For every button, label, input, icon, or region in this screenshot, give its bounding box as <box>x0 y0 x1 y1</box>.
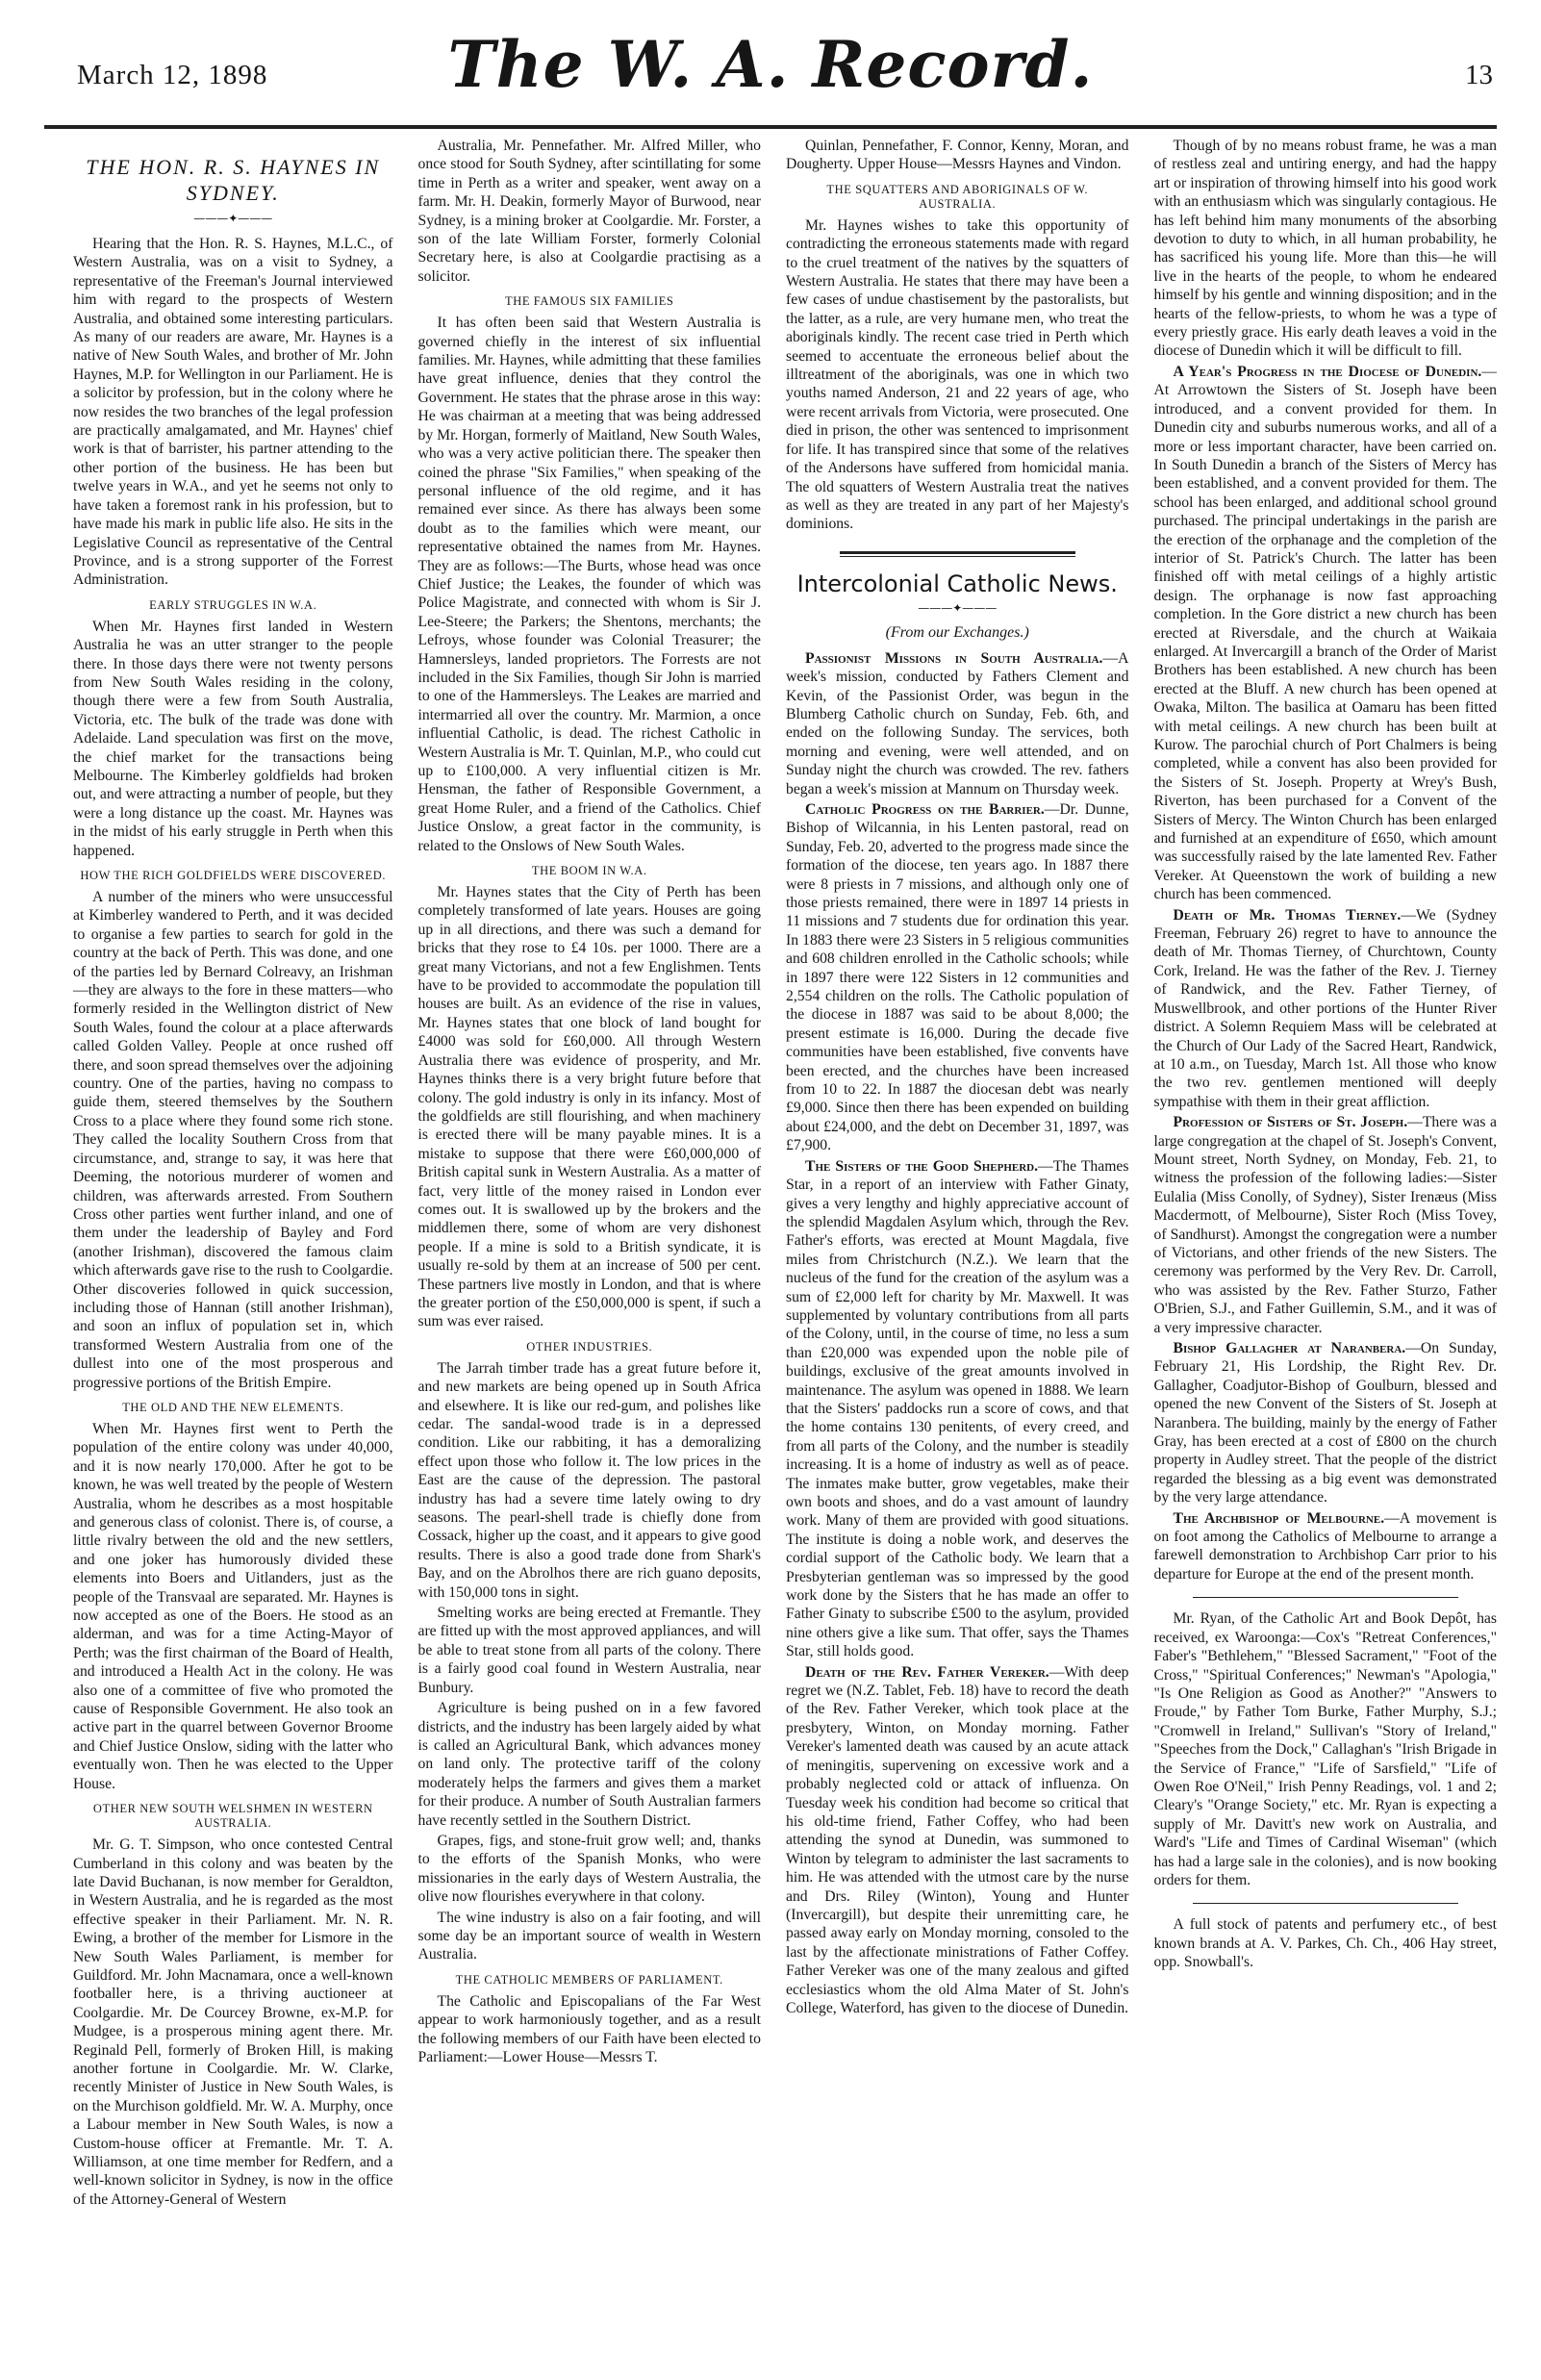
article-paragraph: The Jarrah timber trade has a great future before it, and new markets are being opened up in South Africa and elsewhere. It is like our red-gum, and polishes like cedar. The sandal-wood trade is in a depressed condition. Like our rabbiting, it has a demoralizing effect upon those who follow it. The low prices in the East are the cause of the depression. The pastoral industry has had a severe time lately owing to dry seasons. The pearl-shell trade is chiefly done from Cossack, higher up the coast, and it appears to give good results. There is also a good trade done from Shark's Bay, and on the Abrolhos there are rich guano deposits, with 150,000 tons in sight. <box>417 1359 761 1601</box>
advertisement: Mr. Ryan, of the Catholic Art and Book Depôt, has received, ex Waroonga:—Cox's "Retreat Conferences," Faber's "Bethlehem," "Blessed Sacrament," "Foot of the Cross," "Spiritual Conferences;" Newman's "Apologia," "Is One Religion as Good as Another?" "Answers to Froude," by Father Tom Burke, Father Murphy, S.J.; "Cromwell in Ireland," Sullivan's "Story of Ireland," "Speeches from the Dock," Callaghan's "Irish Brigade in the Service of France," "Life of Sarsfield," "Life of Owen Roe O'Neil," Irish Penny Readings, vol. 1 and 2; Cleary's "Orange Society," etc. Mr. Ryan is expecting a supply of Mr. Davitt's new work on Australia, and Ward's "Life and Times of Cardinal Wiseman" (which has had a large sale in the colonies), and is now booking orders for them. <box>1153 1610 1497 1888</box>
article-paragraph: Grapes, figs, and stone-fruit grow well; and, thanks to the efforts of the Spanish Monks, who were missionaries in the early days of Western Australia, the olive now flourishes everywhere in that colony. <box>417 1832 761 1906</box>
page-number: 13 <box>1465 60 1493 90</box>
article-paragraph: Australia, Mr. Pennefather. Mr. Alfred Miller, who once stood for South Sydney, after scintillating for some time in Perth as a writer and speaker, went away on a farm. Mr. H. Deakin, formerly Mayor of Burwood, near Sydney, is a mining broker at Coolgardie. Mr. Forster, a son of the late William Forster, formerly Colonial Secretary here, is also at Coolgardie practising as a solicitor. <box>417 138 761 285</box>
column-2 <box>413 137 762 2305</box>
article-paragraph: Agriculture is being pushed on in a few favored districts, and the industry has been largely aided by what is called an Agricultural Bank, which advances money on land only. The protective tariff of the colony moderately helps the farmers and gives them a market for their produce. A number of South Australian farmers have recently settled in the Southern District. <box>417 1700 761 1829</box>
subheading: THE BOOM IN W.A. <box>531 864 647 878</box>
subheading: THE CATHOLIC MEMBERS OF PARLIAMENT. <box>455 1972 723 1987</box>
issue-date: March 12, 1898 <box>77 60 268 90</box>
advertisement: A full stock of patents and perfumery etc., of best known brands at A. V. Parkes, Ch. Ch., 406 Hay street, opp. Snowball's. <box>1153 1916 1497 1971</box>
section-ornament: ———✦——— <box>918 600 998 615</box>
news-item <box>1154 1509 1498 1584</box>
news-item <box>1154 1339 1498 1507</box>
article-paragraph: When Mr. Haynes first went to Perth the population of the entire colony was under 40,000, and it is now nearly 170,000. After he got to be known, he was well treated by the people of Western Australia, whom he describes as a most hospitable and generous class of colonist. There is, of course, a little rivalry between the old and the new settlers, and one joker has humorously divided these elements into Boers and Uitlanders, just as the people of the Transvaal are separated. Mr. Haynes is now accepted as one of the Boers. He stood as an alderman, and was for a time Acting-Mayor of Perth; was the first chairman of the Board of Health, and introduced a Health Act in the colony. He was also one of a committee of five who promoted the cause of Responsible Government. He also took an active part in the quarrel between Governor Broome and Chief Justice Onslow, siding with the latter who eventually won. Then he was elected to the Upper House. <box>73 1420 393 1792</box>
news-item <box>786 1663 1129 2018</box>
news-item-lead: Passionist Missions in South Australia. <box>805 649 1103 667</box>
column-4 <box>1149 137 1498 2305</box>
article-paragraph: When Mr. Haynes first landed in Western Australia he was an utter stranger to the people there. In those days there were not twenty persons from New South Wales residing in the colony, though there were a few from South Australia, Victoria, etc. The bulk of the trade was done with Adelaide. Land speculation was first on the move, the chief market for the transactions being Melbourne. The Kimberley goldfields had broken out, and were attracting a number of people, but they were a long distance up the coast. Mr. Haynes was in the midst of his early struggle in Perth when this happened. <box>73 618 393 859</box>
news-item-body: —There was a large congregation at the chapel of St. Joseph's Convent, Mount street, North Sydney, on Monday, Feb. 21, to witness the profession of the following ladies:—Sister Eulalia (Miss Conolly, of Sydney), Sister Irenæus (Miss Macdermott, of Melbourne), Sister Roch (Miss Tovey, of Sandhurst). Amongst the congregation were a number of Victorians, and other friends of the new Sisters. The ceremony was performed by the Very Rev. Dr. Carroll, who was assisted by the Rev. Father Sturzo, Father O'Brien, S.J., and Father Guillemin, S.M., and it was of a very impressive character. <box>1153 1114 1497 1336</box>
news-item-body: —We (Sydney Freeman, February 26) regret to have to announce the death of Mr. Thomas Tierney, of Churchtown, County Cork, Ireland. He was the father of the Rev. J. Tierney of Randwick, and the Rev. Father Tierney, of Muswellbrook, and other portions of the Hunter River district. A Solemn Requiem Mass will be celebrated at the Church of Our Lady of the Sacred Heart, Randwick, at 10 a.m., on Tuesday, March 1st. All those who know the two rev. gentlemen mentioned will deeply sympathise with them in their great affliction. <box>1153 906 1497 1110</box>
subheading: OTHER NEW SOUTH WELSHMEN IN WESTERN AUSTRALIA. <box>92 1802 373 1831</box>
subheading: THE FAMOUS SIX FAMILIES <box>504 294 674 309</box>
news-item <box>1154 363 1498 904</box>
section-divider <box>840 551 1075 557</box>
article-heading: THE HON. R. S. HAYNES IN SYDNEY. <box>86 155 381 205</box>
news-item <box>1154 1113 1498 1337</box>
news-item-lead: A Year's Progress in the Diocese of Dunedin. <box>1173 363 1482 380</box>
newspaper-title: The W. A. Record. <box>447 27 1094 102</box>
section-source-note: (From our Exchanges.) <box>885 623 1029 641</box>
news-item-lead: The Archbishop of Melbourne. <box>1173 1509 1385 1527</box>
news-item-body: —The Thames Star, in a report of an interview with Father Ginaty, gives a very lengthy and highly appreciative account of the splendid Magdalen Asylum which, through the Rev. Father's efforts, was erected at Mount Magdala, five miles from Christchurch (N.Z.). We learn that the nucleus of the fund for the creation of the asylum was a sum of £2,000 left for charity by Mr. Maxwell. It was supplemented by voluntary contributions from all parts of the Colony, until, in the course of time, no less a sum than £20,000 was expended upon the noble pile of buildings, exclusive of the great amounts involved in maintenance. The asylum was opened in 1888. We learn that the Sisters' paddocks run a score of cows, and that the home contains 130 penitents, of every creed, and from all parts of the Colony, and the number is steadily increasing. It is a home of industry as well as of peace. The inmates make butter, grow vegetables, make their own boots and shoes, and do a vast amount of laundry work. Many of them are provided with good situations. The institute is doing a noble work, and deserves the cordial support of the Catholic body. We learn that a Presbyterian gentleman was so impressed by the good work done by the Sisters that he has made an offer to Father Ginaty to subscribe £500 to the asylum, provided nine others give a like sum. That offer, says the Thames Star, still holds good. <box>786 1157 1129 1660</box>
masthead <box>44 23 1497 129</box>
news-item-lead: Bishop Gallagher at Naranbera. <box>1173 1340 1406 1356</box>
article-paragraph: Smelting works are being erected at Fremantle. They are fitted up with the most approved appliances, and will be able to treat stone from all parts of the colony. There is a fairly good coal found in Western Australia, near Bunbury. <box>417 1605 761 1696</box>
newspaper-page <box>44 23 1497 2303</box>
article-paragraph: The Catholic and Episcopalians of the Far West appear to work harmoniously together, and as a result the following members of our Faith have been elected to Parliament:—Lower House—Messrs T. <box>417 1992 761 2065</box>
section-title: Intercolonial Catholic News. <box>796 570 1118 597</box>
news-item-body: —With deep regret we (N.Z. Tablet, Feb. 18) have to record the death of the Rev. Father Vereker, which took place at the presbytery, Winton, on Monday morning. Father Vereker's lamented death was caused by an acute attack of meningitis, supervening on excessive work and a probably neglected cold or attack of influenza. On Tuesday week his condition had become so critical that his old-time friend, Father Coffey, who had been attending the synod at Dunedin, was summoned to Winton by telegram to administer the last sacraments to him. He was attended with the utmost care by the nurse and Drs. Riley (Winton), Young and Hunter (Invercargill), but despite their unremitting care, he passed away early on Monday morning, consoled to the last by the affectionate ministrations of Father Coffey. Father Vereker was one of the many zealous and gifted ecclesiastics whom the old Alma Mater of St. John's College, Waterford, has given to the diocese of Dunedin. <box>786 1663 1129 2016</box>
news-item-body: —At Arrowtown the Sisters of St. Joseph have been introduced, and a convent provided for them. In Dunedin city and suburbs numerous works, and all of a more or less important character, have been carried on. In South Dunedin a branch of the Sisters of Mercy has been established, and a convent provided for them. The school has been enlarged, and additional school ground purchased. The principal undertakings in the parish are the erection of the orphanage and the completion of the interior of St. Patrick's Church. The latter has been finished off with metal ceilings of a highly artistic design. The orphanage is now fast approaching completion. In the Gore district a new church has been erected at Riversdale, and the church at Waikaia enlarged. At Invercargill a branch of the Order of Marist Brothers has been established. A new church has been erected at the Bluff. A new church has been opened at Owaka, Milton. The basilica at Oamaru has been fitted with metal ceilings. A new church has been built at Kurow. The parochial church of Port Chalmers is being completed, while a convent has also been provided for the Sisters of St. Joseph. Property at Wrey's Bush, Riverton, has been purchased for a Convent of the Sisters of Mercy. The Winton Church has been enlarged and furnished at an expenditure of £650, which amount was successfully raised by the late lamented Rev. Father Vereker. At Queenstown the work of building a new church has been commenced. <box>1153 363 1497 903</box>
article-paragraph: The wine industry is also on a fair footing, and will some day be an important source of wealth in Western Australia. <box>417 1909 761 1963</box>
article-paragraph: Hearing that the Hon. R. S. Haynes, M.L.C., of Western Australia, was on a visit to Sydney, a representative of the Freeman's Journal interviewed him with regard to the prospects of Western Australia, and obtained some interesting particulars. As many of our readers are aware, Mr. Haynes is a native of New South Wales, and brother of Mr. John Haynes, M.P. for Wellington in our Parliament. He is a solicitor by profession, but in the colony where he now resides the two branches of the legal profession are practically amalgamated, and Mr. Haynes' chief work is that of barrister, his partner attending to the other portion of the business. He has been but twelve years in W.A., and yet he seems not only to have taken a foremost rank in his profession, but to have made his mark in public life also. He sits in the Legislative Council as representative of the Central Province, and is a strong supporter of the Forrest Administration. <box>73 236 393 589</box>
article-paragraph: Though of by no means robust frame, he was a man of restless zeal and untiring energy, and had the happy art or inspiration of throwing himself into his good work with an enthusiasm which was singularly contagious. He has left behind him many monuments of the absorbing devotion to duty to which, in all human probability, he has sacrificed his young life. More than this—he will live in the hearts of the people, to whom he endeared himself by his gentle and winning disposition; and in the hearts of the fellow-priests, to whom he was a type of every priestly grace. His early death leaves a void in the diocese of Dunedin which it will be difficult to fill. <box>1153 138 1497 360</box>
news-item-lead: Death of the Rev. Father Vereker. <box>805 1663 1049 1681</box>
subheading: OTHER INDUSTRIES. <box>526 1339 653 1354</box>
news-item-lead: Death of Mr. Thomas Tierney. <box>1173 906 1402 924</box>
news-item-lead: Catholic Progress on the Barrier. <box>805 800 1045 818</box>
column-1 <box>44 137 393 2305</box>
news-item <box>786 1157 1129 1661</box>
column-3 <box>780 137 1129 2305</box>
article-paragraph: Mr. G. T. Simpson, who once contested Central Cumberland in this colony and was beaten by the late David Buchanan, is now member for Geraldton, in Western Australia, and he is regarded as the most effective speaker in their Parliament. Mr. N. R. Ewing, a brother of the member for Lismore in the New South Wales Parliament, is member for Guildford. Mr. John Macnamara, once a well-known footballer here, is a thriving auctioneer at Coolgardie. Mr. De Courcey Browne, ex-M.P. for Mudgee, is a prosperous mining agent there. Mr. Reginald Pell, formerly of Broken Hill, is making another fortune in Coolgardie. Mr. W. Clarke, recently Minister of Justice in New South Wales, is on the Murchison goldfield. Mr. W. A. Murphy, once a Labour member in New South Wales, is now a Custom-house officer at Fremantle. Mr. T. A. Williamson, at one time member for Redfern, and a well-known solicitor in Sydney, is now in the office of the Attorney-General of Western <box>73 1836 393 2208</box>
news-item <box>786 649 1129 798</box>
article-paragraph: A number of the miners who were unsuccessful at Kimberley wandered to Perth, and it was decided to organise a few parties to search for gold in the country at the back of Perth. This was done, and one of the parties led by Bernard Colreavy, an Irishman—they are always to the fore in these matters—who formerly resided in the Wellington district of New South Wales, found the colour at a place afterwards called Golden Valley. People at once rushed off there, and soon spread themselves over the adjoining country. One of the parties, having no compass to guide them, steered themselves by the Southern Cross to a place where they found some rich stone. They called the locality Southern Cross from that circumstance, and, strange to say, it was here that Deeming, the notorious murderer of women and children, was afterwards arrested. From Southern Cross other parties went further inland, and one of them under the leadership of Bayley and Ford (another Irishman), discovered the famous claim which afterwards gave rise to the rush to Coolgardie. Other discoveries followed in quick succession, including those of Hannan (still another Irishman), and soon an influx of population set in, which transformed Western Australia from one of the dullest into one of the most prosperous and progressive portions of the British Empire. <box>73 889 393 1391</box>
news-item-body: —A movement is on foot among the Catholics of Melbourne to arrange a farewell demonstration to Archbishop Carr prior to his departure for Europe at the end of the present month. <box>1153 1509 1497 1582</box>
subheading: HOW THE RICH GOLDFIELDS WERE DISCOVERED. <box>80 869 387 882</box>
article-paragraph: It has often been said that Western Australia is governed chiefly in the interest of six influential families. Mr. Haynes, while admitting that these families have great influence, denies that they control the Government. He states that the phrase arose in this way: He was chairman at a meeting that was being addressed by Mr. Horgan, formerly of Maitland, New South Wales, who was a very active politician there. The speaker then coined the phrase "Six Families," when speaking of the personal influence of the old regime, and it has remained ever since. As there has always been some doubt as to the families which were meant, our representative obtained the names from Mr. Haynes. They are as follows:—The Burts, whose head was once Chief Justice; the Leakes, the founder of which was Police Magistrate, and connected with whom is Sir J. Lee-Steere; the Parkers; the Shentons, merchants; the Lefroys, whose founder was Colonial Treasurer; the Hamnersleys, landed proprietors. The Forrests are not included in the Six Families, though Sir John is married to one of the Hammersleys. The Leakes are married and intermarried all over the country. Mr. Marmion, a once influential Catholic, is dead. The richest Catholic in Western Australia is Mr. T. Quinlan, M.P., who could cut up to £100,000. A very influential citizen is Mr. Hensman, the father of Responsible Government, a great Home Ruler, and a friend of the Catholics. Chief Justice Onslow, a great factor in the community, is related to the Onslows of New South Wales. <box>417 315 761 854</box>
article-columns <box>44 137 1497 2305</box>
subheading: THE SQUATTERS AND ABORIGINALS OF W. AUSTRALIA. <box>826 182 1089 211</box>
news-item <box>1154 906 1498 1111</box>
news-item <box>786 800 1129 1155</box>
news-item-body: —Dr. Dunne, Bishop of Wilcannia, in his Lenten pastoral, read on Sunday, Feb. 20, adverted to the progress made since the formation of the diocese, ten years ago. In 1887 there were 8 priests in 7 missions, and although only one of those priests remained, there were in 1897 14 priests in 11 missions and 7 students due for ordination this year. In 1883 there were 23 Sisters in 5 religious communities and 608 children enrolled in the Catholic schools; while in 1897 there were 122 Sisters in 12 communities and 2,554 children on the rolls. The Catholic population of the diocese in 1887 was said to be about 8,000; the present estimate is 16,000. During the decade five communities have been established, five convents have been erected, and the churches have been increased from 10 to 22. In 1887 the diocesan debt was nearly £9,000. Since then there has been expended on building about £24,000, and the debt on December 31, 1897, was £7,900. <box>786 800 1129 1154</box>
news-item-lead: Profession of Sisters of St. Joseph. <box>1173 1114 1408 1131</box>
news-item-lead: The Sisters of the Good Shepherd. <box>805 1157 1039 1175</box>
news-item-body: —A week's mission, conducted by Fathers Clement and Kevin, of the Passionist Order, was begun in the Blumberg Catholic church on Sunday, Feb. 6th, and ended on the following Sunday. The services, both morning and evening, were well attended, and on Sunday night the church was crowded. The rev. fathers began a week's mission at Mannum on Thursday week. <box>786 649 1129 798</box>
advert-divider <box>1193 1597 1459 1598</box>
article-paragraph: Quinlan, Pennefather, F. Connor, Kenny, Moran, and Dougherty. Upper House—Messrs Haynes and Vindon. <box>786 138 1129 173</box>
advert-divider <box>1193 1903 1459 1904</box>
news-item-body: —On Sunday, February 21, His Lordship, the Right Rev. Dr. Gallagher, Coadjutor-Bishop of Goulburn, blessed and opened the new Convent of the Sisters of St. Joseph at Naranbera. The building, mainly by the energy of Father Gray, has been erected at a cost of £800 on the church property in Audley street. That the people of the district regarded the blessing as a big event was demonstrated by the very large attendance. <box>1153 1340 1497 1506</box>
subheading: EARLY STRUGGLES IN W.A. <box>149 597 317 612</box>
heading-ornament: ———✦——— <box>193 212 273 225</box>
article-paragraph: Mr. Haynes wishes to take this opportunity of contradicting the erroneous statements made with regard to the cruel treatment of the natives by the squatters of Western Australia. He states that there may have been a few cases of undue chastisement by the pastoralists, but the latter, as a rule, are very humane men, who treat the aboriginals kindly. The recent case tried in Perth which seemed to accentuate the erroneous belief about the illtreatment of the aboriginals, was one in which two youths named Anderson, 21 and 22 years of age, who were recent arrivals from Victoria, were prosecuted. One died in prison, the other was sentenced to imprisonment for life. It has transpired since that some of the relatives of the Andersons have suffered from homicidal mania. The old squatters of Western Australia treat the natives as well as they are treated in any part of her Majesty's dominions. <box>786 216 1129 533</box>
subheading: THE OLD AND THE NEW ELEMENTS. <box>122 1400 344 1414</box>
article-paragraph: Mr. Haynes states that the City of Perth has been completely transformed of late years. Houses are going up in all directions, and there was such a demand for bricks that they rose to £4 10s. per 1000. There are a great many Victorians, and not a few Englishmen. Tents have to be provided to accommodate the population till houses are built. As an evidence of the rise in values, Mr. Haynes states that one block of land bought for £4000 was sold for £60,000. All through Western Australia there was evidence of prosperity, and Mr. Haynes thinks there is a very bright future before that colony. The gold industry is only in its infancy. Most of the goldfields are still flourishing, and when machinery is erected there will be many payable mines. It is a mistake to suppose that there were £60,000,000 of British capital sunk in Western Australia. As a matter of fact, very little of the money raised in London ever comes out. It is swallowed up by the brokers and the middlemen there, some of whom are very dishonest people. If a mine is sold to a British syndicate, it is usually re-sold by them at an increase of 500 per cent. These partners live mostly in London, and that is where the greater portion of the £50,000,000 is spent, if such a sum was ever raised. <box>417 884 761 1330</box>
